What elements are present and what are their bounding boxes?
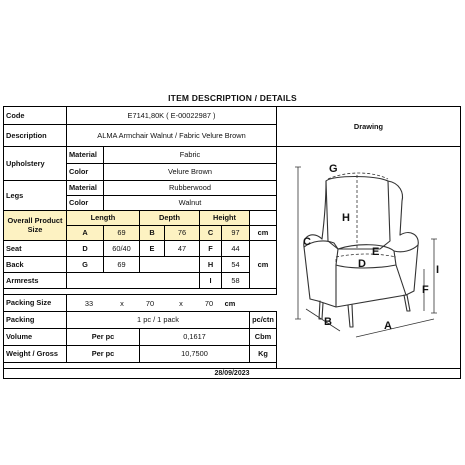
volume-per: Per pc [67, 329, 140, 346]
weight-value: 10,7500 [140, 346, 250, 363]
size-a-value: 69 [104, 226, 140, 241]
legs-label: Legs [4, 181, 67, 211]
seat-f-letter: F [200, 241, 222, 257]
dim-b-line [306, 309, 340, 331]
drawing-letter-i: I [436, 264, 440, 276]
back-g-letter: G [67, 257, 104, 273]
packing-unit: pc/ctn [250, 312, 277, 329]
seat-d-letter: D [67, 241, 104, 257]
volume-value: 0,1617 [140, 329, 250, 346]
packing-value: 1 pc / 1 pack [67, 312, 250, 329]
packing-size-row [67, 295, 277, 312]
back-label: Back [4, 257, 67, 273]
dim-a-line [356, 319, 434, 337]
drawing-header: Drawing [277, 107, 460, 147]
seat-e-value: 47 [165, 241, 200, 257]
armrests-i-letter: I [200, 273, 222, 289]
drawing-letter-g: G [329, 163, 338, 175]
back-right-leg [404, 295, 410, 311]
volume-label: Volume [4, 329, 67, 346]
front-right-leg [348, 305, 353, 327]
drawing-letter-h: H [342, 212, 350, 224]
dim-e-line [336, 254, 396, 257]
size-b-letter: B [140, 226, 165, 241]
upholstery-color-label: Color [67, 164, 104, 181]
packing-size-unit: cm [224, 298, 236, 308]
weight-unit: Kg [250, 346, 277, 363]
size-unit: cm [250, 226, 277, 241]
code-label: Code [4, 107, 67, 125]
seat-cushion-shape [336, 245, 396, 268]
armrests-blank [67, 273, 200, 289]
back-h-letter: H [200, 257, 222, 273]
drawing-letter-e: E [372, 246, 380, 258]
seat-unit-blank [250, 241, 277, 257]
size-b-value: 76 [165, 226, 200, 241]
armchair-drawing [276, 123, 460, 343]
armrests-unit-blank [250, 273, 277, 289]
legs-color: Walnut [104, 196, 277, 211]
date-footer: 28/09/2023 [3, 369, 461, 379]
packing-label: Packing [4, 312, 67, 329]
description-value: ALMA Armchair Walnut / Fabric Velure Brown [67, 125, 277, 147]
drawing-letter-f: F [422, 284, 429, 296]
depth-header: Depth [140, 211, 200, 226]
blank-cell [250, 211, 277, 226]
chair-back-shape [326, 177, 390, 250]
seat-label: Seat [4, 241, 67, 257]
packing-size-dim-1: 33 [84, 298, 94, 308]
back-blank [140, 257, 200, 273]
weight-per: Per pc [67, 346, 140, 363]
armrests-i-value: 58 [222, 273, 250, 289]
size-c-value: 97 [222, 226, 250, 241]
code-value: E7141,80K ( E-00022987 ) [67, 107, 277, 125]
upholstery-material-label: Material [67, 147, 104, 164]
length-header: Length [67, 211, 140, 226]
legs-material: Rubberwood [104, 181, 277, 196]
size-a-letter: A [67, 226, 104, 241]
packing-size-dim-2: 70 [145, 298, 155, 308]
armrests-label: Armrests [4, 273, 67, 289]
back-g-value: 69 [104, 257, 140, 273]
size-c-letter: C [200, 226, 222, 241]
legs-material-label: Material [67, 181, 104, 196]
packing-size-label: Packing Size [4, 295, 67, 312]
upholstery-material: Fabric [104, 147, 277, 164]
back-h-value: 54 [222, 257, 250, 273]
height-header: Height [200, 211, 250, 226]
seat-d-value: 60/40 [104, 241, 140, 257]
packing-size-x-1: x [120, 298, 124, 308]
drawing-letter-d: D [358, 258, 366, 270]
upholstery-label: Upholstery [4, 147, 67, 181]
back-unit: cm [250, 257, 277, 273]
description-label: Description [4, 125, 67, 147]
drawing-letter-c: C [303, 236, 311, 248]
page-title: ITEM DESCRIPTION / DETAILS [168, 93, 297, 103]
volume-unit: Cbm [250, 329, 277, 346]
weight-label: Weight / Gross [4, 346, 67, 363]
upholstery-color: Velure Brown [104, 164, 277, 181]
seat-e-letter: E [140, 241, 165, 257]
packing-size-dim-3: 70 [204, 298, 214, 308]
front-left-leg [319, 301, 323, 319]
seat-f-value: 44 [222, 241, 250, 257]
drawing-letter-a: A [384, 320, 392, 332]
packing-size-x-2: x [179, 298, 183, 308]
overall-size-label: Overall Product Size [4, 211, 67, 241]
drawing-letter-b: B [324, 316, 332, 328]
legs-color-label: Color [67, 196, 104, 211]
